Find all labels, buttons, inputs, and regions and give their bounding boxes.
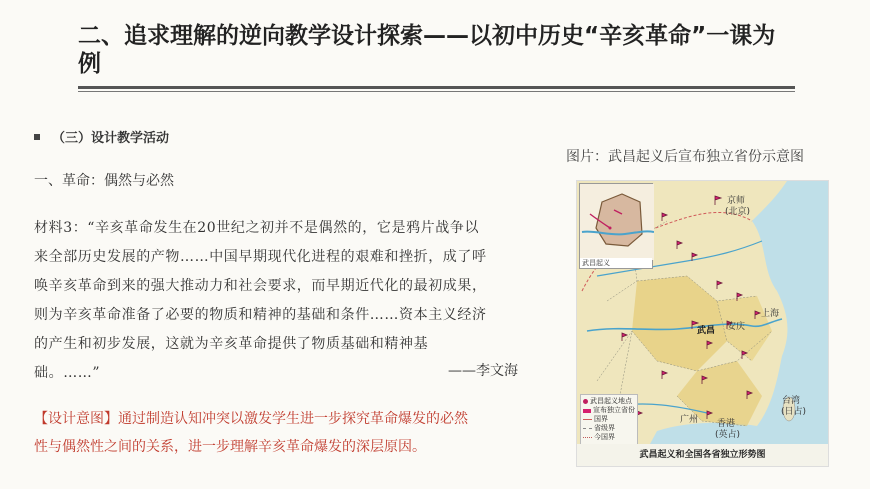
intent-line: 【设计意图】通过制造认知冲突以激发学生进一步探究革命爆发的必然 (34, 411, 468, 427)
square-bullet-icon (34, 134, 40, 140)
legend-item: 宣布独立省份 (583, 406, 635, 415)
quote-author: ——李文海 (448, 363, 518, 379)
dotted-line-icon (583, 437, 592, 438)
legend-item: 武昌起义地点 (583, 397, 635, 406)
material-line: 则为辛亥革命准备了必要的物质和精神的基础和条件……资本主义经济 (34, 307, 487, 323)
map-caption: 图片：武昌起义后宣布独立省份示意图 (566, 149, 804, 165)
legend-item: 今国界 (583, 433, 635, 442)
material-line: 唤辛亥革命到来的强大推动力和社会要求，而早期近代化的最初成果， (34, 278, 487, 294)
slide-title: 二、追求理解的逆向教学设计探索——以初中历史“辛亥革命”一课为例 (78, 23, 776, 77)
section-heading (34, 127, 169, 146)
legend-item: 国界 (583, 415, 635, 424)
inset-map-graphic (580, 184, 654, 260)
flag-icon (583, 409, 591, 413)
map-inset (579, 183, 653, 269)
section-label: （三）设计教学活动 (52, 131, 170, 146)
dashed-line-icon (583, 428, 592, 429)
material-line: 来全部历史发展的产物……中国早期现代化进程的艰难和挫折，成了呼 (34, 249, 487, 265)
material-line: 的产生和初步发展，这就为辛亥革命提供了物质基础和精神基 (34, 336, 429, 352)
label-hong-kong-sub: (英占) (715, 430, 741, 440)
label-hong-kong: 香港 (717, 419, 736, 429)
label-wuchang: 武昌 (697, 326, 716, 336)
map-legend (580, 394, 638, 445)
label-guangzhou: 广州 (680, 415, 699, 425)
label-shanghai: 上海 (761, 309, 780, 319)
inset-caption: 武昌起义 (580, 258, 652, 268)
label-taiwan-sub: (日占) (781, 407, 807, 417)
material-line: 材料3：“辛亥革命发生在20世纪之初并不是偶然的，它是鸦片战争以 (34, 220, 480, 236)
legend-item: 省级界 (583, 424, 635, 433)
map-bottom-caption: 武昌起义和全国各省独立形势图 (577, 444, 828, 466)
material-line: 础。……” (34, 365, 101, 381)
label-beijing-sub: (北京) (725, 207, 751, 217)
subheading: 一、革命：偶然与必然 (34, 173, 174, 189)
dot-icon (583, 399, 588, 404)
line-icon (583, 419, 592, 420)
historical-map (576, 180, 829, 467)
title-divider (78, 86, 795, 89)
label-beijing: 京师 (727, 196, 746, 206)
title-divider-thin (78, 91, 795, 92)
intent-line: 性与偶然性之间的关系，进一步理解辛亥革命爆发的深层原因。 (34, 439, 426, 455)
label-anqing: 安庆 (727, 322, 746, 332)
design-intent (34, 405, 554, 461)
label-taiwan: 台湾 (782, 396, 801, 406)
